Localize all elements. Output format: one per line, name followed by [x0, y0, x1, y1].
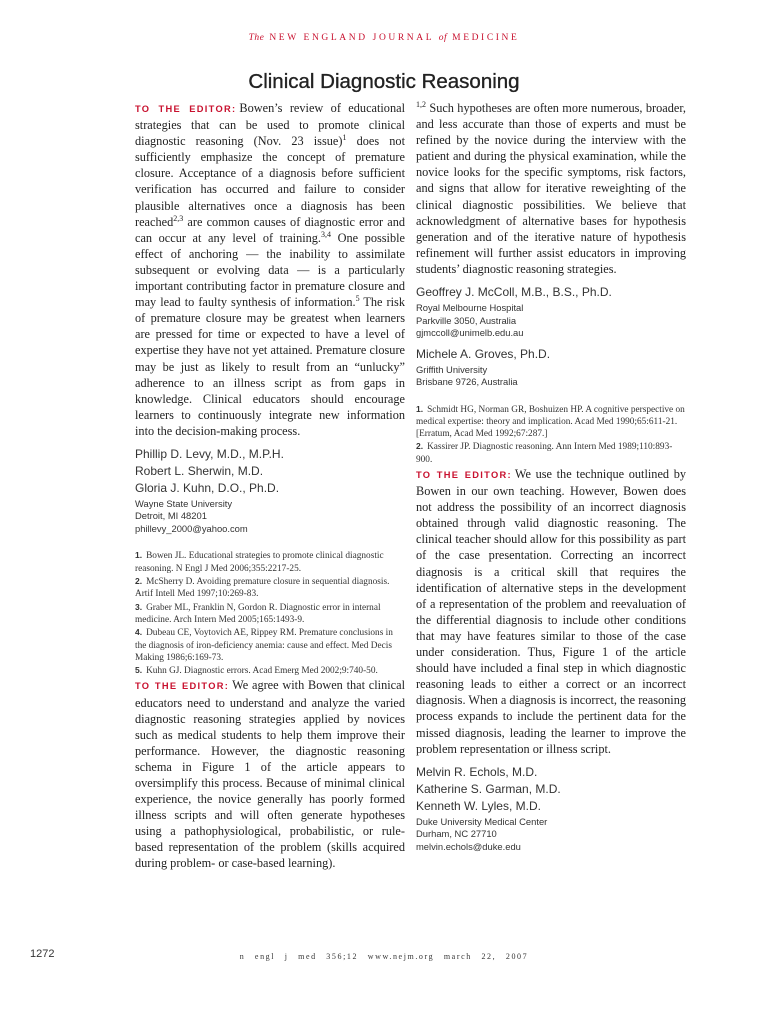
- reference-number: 2.: [135, 576, 143, 587]
- author-name: Kenneth W. Lyles, M.D.: [416, 798, 541, 813]
- affiliation-line: Durham, NC 27710: [416, 828, 497, 840]
- reference-number: 5.: [135, 665, 143, 676]
- author-name: Katherine S. Garman, M.D.: [416, 781, 561, 796]
- reference-number: 4.: [135, 627, 143, 638]
- letter2-author2: Michele A. Groves, Ph.D.: [416, 346, 551, 361]
- reference-text: Schmidt HG, Norman GR, Boshuizen HP. A cognitive perspective on medical expertise: theory and implication. Acad Med 1990;65:611-21. [Erratum, Acad Med 1992;67:287.]: [416, 404, 685, 440]
- letter2-text: Such hypotheses are often more numerous, broader, and less accurate than those of experts and must be refined by the novice during the interview with the patient and during the physical examination, while the novice looks for the specific symptoms, risk factors, and signs that allow for iterative reweighting of the clinical diagnostic possibilities. We believe that acknowledgment of alternative bases for hypothesis generation and of the iterative nature of hypothesis refinement will further assist educators in improving students’ diagnostic reasoning strategies.: [416, 101, 686, 276]
- article-title: Clinical Diagnostic Reasoning: [248, 70, 520, 93]
- reference-item: [416, 403, 686, 441]
- author-name: Melvin R. Echols, M.D.: [416, 764, 538, 779]
- letter2-references: [416, 403, 686, 466]
- reference-number: 3.: [135, 601, 143, 612]
- reference-number: 1.: [416, 403, 424, 414]
- letter1-text: are common causes of diagnostic error and can occur at any level of training.: [135, 214, 405, 245]
- reference-text: McSherry D. Avoiding premature closure in sequential diagnosis. Artif Intell Med 1997;10:269-83.: [135, 577, 390, 600]
- letter2-author1: Geoffrey J. McColl, M.B., B.S., Ph.D.: [416, 285, 612, 300]
- letter2-affiliation2: [416, 364, 686, 389]
- reference-text: Kuhn GJ. Diagnostic errors. Acad Emerg Med 2002;9:740-50.: [146, 666, 378, 677]
- letter1-affiliation: [135, 498, 405, 536]
- letter1-text: The risk of premature closure may be greatest when learners are pressed for time or expected to have a level of expertise they have not yet attained. Premature closure may be just as likely to result from an “unlucky” adherence to an illness script as from gaps in knowledge. Clinical educators should encourage learners to continuously integrate new information into the decision-making process.: [135, 295, 405, 438]
- letter1-body: [135, 100, 405, 439]
- reference-item: [135, 626, 405, 664]
- letter3-lead: TO THE EDITOR:: [416, 470, 512, 481]
- letter1-text: does not sufficiently emphasize the concept of premature closure. Acceptance of a diagnosis before sufficient verification has occurred and failure to consider plausible alternatives once a diagnosis has been reached: [135, 134, 405, 229]
- reference-item: [135, 664, 405, 677]
- reference-item: [135, 575, 405, 601]
- letter2-affiliation1: [416, 302, 686, 340]
- page-number: 1272: [30, 948, 55, 960]
- author-name: Phillip D. Levy, M.D., M.P.H.: [135, 446, 284, 461]
- affiliation-line: Duke University Medical Center: [416, 815, 548, 827]
- citation: 2,3: [173, 213, 184, 223]
- reference-text: Graber ML, Franklin N, Gordon R. Diagnostic error in internal medicine. Arch Intern Med 2005;165:1493-9.: [135, 602, 381, 625]
- header-of: of: [438, 33, 448, 43]
- header-medicine: MEDICINE: [452, 33, 520, 43]
- citation: 5: [355, 294, 360, 304]
- letter1-authors: [135, 446, 405, 497]
- letter3-text: We use the technique outlined by Bowen in our own teaching. However, Bowen does not address the possibility of an incorrect diagnosis obtained through valid diagnostic reasoning. The clinical teacher should allow for this possibility as part of the case presentation. Correcting an incorrect diagnosis is a critical skill that requires the identification of alternative steps in the development of a representation of the problem and reevaluation of the differential diagnosis to include other conditions that may have features similar to those of the case under consideration. Thus, Figure 1 of the article should have included a final step in which diagnostic reasoning leads to either a correct or an incorrect diagnosis. When a diagnosis is incorrect, the reasoning process expands to include the pertinent data for the missed diagnosis, leading the learner to improve the problem representation or illness script.: [416, 467, 686, 756]
- citation: 1,2: [416, 99, 426, 109]
- reference-item: [135, 549, 405, 575]
- reference-text: Kassirer JP. Diagnostic reasoning. Ann Intern Med 1989;110:893-900.: [416, 442, 673, 465]
- reference-text: Bowen JL. Educational strategies to promote clinical diagnostic reasoning. N Engl J Med 2006;355:2217-25.: [135, 551, 384, 574]
- letter1-text: One possible effect of anchoring — the inability to assimilate subsequent or evolving data — is a particularly important contributing factor in premature closure and may lead to faulty synthesis of information.: [135, 230, 405, 310]
- author-email: phillevy_2000@yahoo.com: [135, 522, 248, 534]
- author-email: gjmccoll@unimelb.edu.au: [416, 327, 524, 339]
- affiliation-line: Detroit, MI 48201: [135, 510, 207, 522]
- affiliation-line: Wayne State University: [135, 497, 233, 509]
- reference-text: Dubeau CE, Voytovich AE, Rippey RM. Premature conclusions in the diagnosis of iron-deficiency anemia: cause and effect. Med Decis Making 1986;6:169-73.: [135, 628, 393, 663]
- right-column: [416, 100, 686, 853]
- footer-citation: n engl j med 356;12 www.nejm.org march 22, 2007: [239, 952, 529, 961]
- journal-header: [0, 33, 768, 43]
- affiliation-line: Parkville 3050, Australia: [416, 314, 517, 326]
- letter3-authors: [416, 764, 686, 815]
- affiliation-line: Brisbane 9726, Australia: [416, 376, 518, 388]
- reference-number: 2.: [416, 441, 424, 452]
- citation: 1: [342, 133, 347, 143]
- letter2-body-part1: [135, 677, 405, 871]
- letter2-lead: TO THE EDITOR:: [135, 681, 230, 692]
- letter3-affiliation: [416, 816, 686, 854]
- letter2-text: We agree with Bowen that clinical educators need to understand and analyze the varied diagnostic reasoning strategies applied by novices such as medical students to help them improve their performance. However, the diagnostic reasoning schema in Figure 1 of the article appears to oversimplify this process. Because of minimal clinical experience, the novice generally has poorly formed illness scripts and will often generate hypotheses using a pathophysiological, probabilistic, or rule-based representation of the problem (skills acquired during problem- or case-based learning).: [135, 678, 405, 871]
- header-journal: NEW ENGLAND JOURNAL: [269, 33, 434, 43]
- letter2-body-part2: [416, 100, 686, 277]
- author-name: Robert L. Sherwin, M.D.: [135, 463, 264, 478]
- letter1-text: Bowen’s review of educational strategies that can be used to promote clinical diagnostic reasoning (Nov. 23 issue): [135, 101, 405, 149]
- citation: 3,4: [321, 229, 332, 239]
- left-column: [135, 100, 405, 872]
- reference-item: [135, 601, 405, 627]
- reference-number: 1.: [135, 550, 143, 561]
- author-name: Gloria J. Kuhn, D.O., Ph.D.: [135, 480, 280, 495]
- affiliation-line: Royal Melbourne Hospital: [416, 302, 524, 314]
- letter1-references: [135, 549, 405, 677]
- letter1-lead: TO THE EDITOR:: [135, 104, 237, 114]
- reference-item: [416, 440, 686, 466]
- author-email: melvin.echols@duke.edu: [416, 840, 521, 852]
- letter3-body: [416, 466, 686, 757]
- header-the: The: [248, 33, 265, 43]
- affiliation-line: Griffith University: [416, 363, 488, 375]
